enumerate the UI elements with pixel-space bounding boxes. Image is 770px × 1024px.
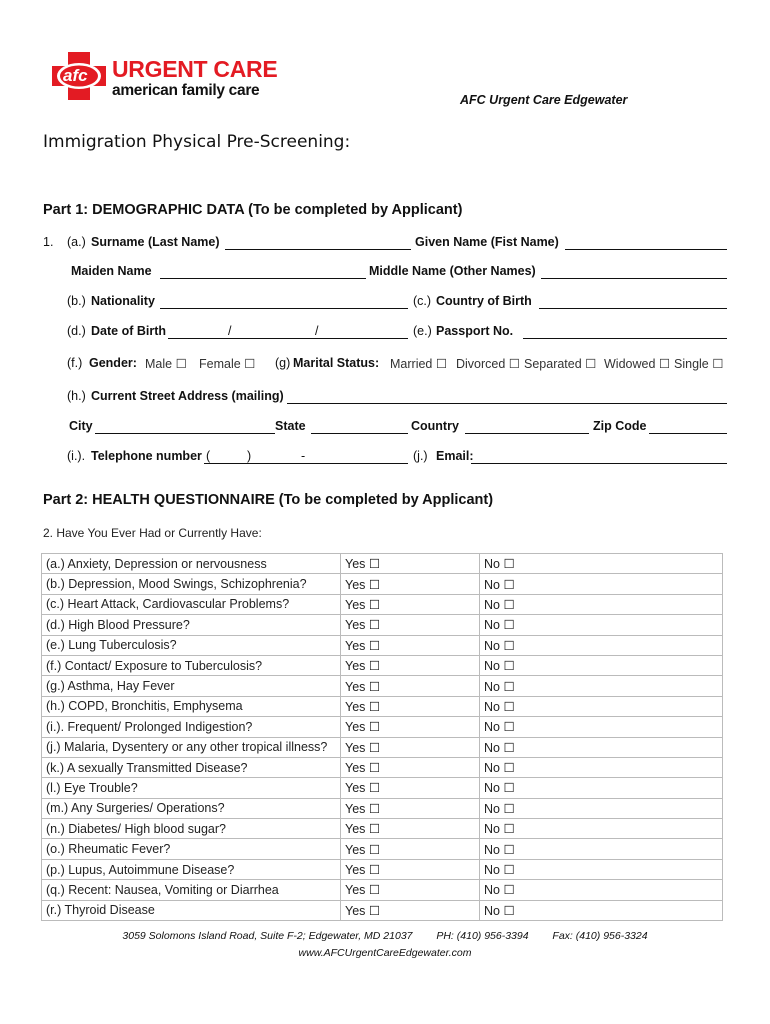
gender-male-checkbox[interactable]: Male ☐	[145, 357, 187, 371]
question-text: (m.) Any Surgeries/ Operations?	[42, 798, 341, 818]
footer-phone: PH: (410) 956-3394	[436, 930, 529, 942]
logo-sub: american family care	[112, 82, 260, 99]
afc-logo	[50, 50, 290, 100]
question-text: (k.) A sexually Transmitted Disease?	[42, 757, 341, 777]
question-text: (c.) Heart Attack, Cardiovascular Problems?	[42, 594, 341, 614]
question-text: (r.) Thyroid Disease	[42, 900, 341, 920]
given-name-label: Given Name (Fist Name)	[415, 235, 559, 249]
yes-checkbox[interactable]: Yes ☐	[341, 655, 480, 675]
phone-row	[43, 449, 733, 469]
yes-checkbox[interactable]: Yes ☐	[341, 839, 480, 859]
city-field[interactable]	[95, 433, 275, 434]
phone-prefix: (i.).	[67, 449, 86, 463]
no-checkbox[interactable]: No ☐	[480, 839, 723, 859]
nationality-prefix: (b.)	[67, 294, 86, 308]
yes-checkbox[interactable]: Yes ☐	[341, 554, 480, 574]
question-row	[42, 574, 723, 594]
no-checkbox[interactable]: No ☐	[480, 798, 723, 818]
zip-field[interactable]	[649, 433, 727, 434]
question-row	[42, 839, 723, 859]
question-row	[42, 859, 723, 879]
question-text: (p.) Lupus, Autoimmune Disease?	[42, 859, 341, 879]
marital-label: Marital Status:	[293, 356, 380, 370]
dob-prefix: (d.)	[67, 324, 86, 338]
question-text: (g.) Asthma, Hay Fever	[42, 676, 341, 696]
question-row	[42, 880, 723, 900]
question-text: (h.) COPD, Bronchitis, Emphysema	[42, 696, 341, 716]
question-text: (l.) Eye Trouble?	[42, 778, 341, 798]
marital-widowed-checkbox[interactable]: Widowed ☐	[604, 357, 671, 371]
question-text: (e.) Lung Tuberculosis?	[42, 635, 341, 655]
country-label: Country	[411, 419, 459, 433]
marital-married-checkbox[interactable]: Married ☐	[390, 357, 448, 371]
question-row	[42, 717, 723, 737]
yes-checkbox[interactable]: Yes ☐	[341, 798, 480, 818]
state-label: State	[275, 419, 306, 433]
maiden-name-label: Maiden Name	[71, 264, 152, 278]
country-birth-label: Country of Birth	[436, 294, 532, 308]
yes-checkbox[interactable]: Yes ☐	[341, 574, 480, 594]
zip-label: Zip Code	[593, 419, 647, 433]
no-checkbox[interactable]: No ☐	[480, 615, 723, 635]
nationality-label: Nationality	[91, 294, 155, 308]
health-questionnaire-table	[41, 553, 723, 921]
no-checkbox[interactable]: No ☐	[480, 778, 723, 798]
question-row	[42, 778, 723, 798]
marital-prefix: (g)	[275, 356, 291, 370]
question-text: (d.) High Blood Pressure?	[42, 615, 341, 635]
maiden-row	[43, 264, 733, 284]
no-checkbox[interactable]: No ☐	[480, 737, 723, 757]
phone-close-paren: )	[247, 449, 252, 463]
footer-fax: Fax: (410) 956-3324	[552, 930, 648, 942]
no-checkbox[interactable]: No ☐	[480, 655, 723, 675]
question-row	[42, 594, 723, 614]
question-row	[42, 737, 723, 757]
question-text: (j.) Malaria, Dysentery or any other tropical illness?	[42, 737, 341, 757]
passport-prefix: (e.)	[413, 324, 432, 338]
dob-row	[43, 324, 733, 344]
no-checkbox[interactable]: No ☐	[480, 819, 723, 839]
yes-checkbox[interactable]: Yes ☐	[341, 880, 480, 900]
marital-separated-checkbox[interactable]: Separated ☐	[524, 357, 597, 371]
question-text: (a.) Anxiety, Depression or nervousness	[42, 554, 341, 574]
email-field[interactable]	[471, 463, 727, 464]
item-number: 1.	[43, 235, 54, 249]
part2-heading: Part 2: HEALTH QUESTIONNAIRE (To be completed by Applicant)	[43, 492, 494, 508]
question-row	[42, 900, 723, 920]
no-checkbox[interactable]: No ☐	[480, 696, 723, 716]
dob-label: Date of Birth	[91, 324, 166, 338]
question-row	[42, 635, 723, 655]
no-checkbox[interactable]: No ☐	[480, 717, 723, 737]
phone-field[interactable]	[204, 463, 408, 464]
question-row	[42, 696, 723, 716]
no-checkbox[interactable]: No ☐	[480, 635, 723, 655]
nationality-field[interactable]	[160, 308, 408, 309]
email-prefix: (j.)	[413, 449, 428, 463]
address-prefix: (h.)	[67, 389, 86, 403]
question-row	[42, 615, 723, 635]
no-checkbox[interactable]: No ☐	[480, 880, 723, 900]
question-row	[42, 798, 723, 818]
clinic-name: AFC Urgent Care Edgewater	[460, 93, 628, 107]
yes-checkbox[interactable]: Yes ☐	[341, 615, 480, 635]
no-checkbox[interactable]: No ☐	[480, 859, 723, 879]
gender-marital-row	[43, 356, 733, 376]
footer-website[interactable]: www.AFCUrgentCareEdgewater.com	[298, 947, 472, 959]
phone-open-paren: (	[206, 449, 211, 463]
country-birth-field[interactable]	[539, 308, 727, 309]
question-row	[42, 655, 723, 675]
yes-checkbox[interactable]: Yes ☐	[341, 717, 480, 737]
yes-checkbox[interactable]: Yes ☐	[341, 819, 480, 839]
question-text: (b.) Depression, Mood Swings, Schizophrenia?	[42, 574, 341, 594]
marital-divorced-checkbox[interactable]: Divorced ☐	[456, 357, 521, 371]
footer-contact	[0, 930, 770, 942]
yes-checkbox[interactable]: Yes ☐	[341, 859, 480, 879]
surname-label: Surname (Last Name)	[91, 235, 220, 249]
passport-field[interactable]	[523, 338, 727, 339]
question-row	[42, 819, 723, 839]
dob-field[interactable]	[168, 338, 408, 339]
no-checkbox[interactable]: No ☐	[480, 900, 723, 920]
dob-separator: /	[228, 324, 232, 338]
question-text: (o.) Rheumatic Fever?	[42, 839, 341, 859]
gender-prefix: (f.)	[67, 356, 83, 370]
city-label: City	[69, 419, 93, 433]
yes-checkbox[interactable]: Yes ☐	[341, 737, 480, 757]
yes-checkbox[interactable]: Yes ☐	[341, 635, 480, 655]
surname-row	[43, 235, 733, 255]
logo-mark: afc	[63, 66, 88, 85]
yes-checkbox[interactable]: Yes ☐	[341, 757, 480, 777]
no-checkbox[interactable]: No ☐	[480, 594, 723, 614]
question-text: (f.) Contact/ Exposure to Tuberculosis?	[42, 655, 341, 675]
maiden-name-field[interactable]	[160, 278, 366, 279]
surname-prefix: (a.)	[67, 235, 86, 249]
state-field[interactable]	[311, 433, 408, 434]
country-field[interactable]	[465, 433, 589, 434]
yes-checkbox[interactable]: Yes ☐	[341, 676, 480, 696]
question-row	[42, 676, 723, 696]
passport-label: Passport No.	[436, 324, 514, 338]
email-label: Email:	[436, 449, 474, 463]
dob-separator: /	[315, 324, 319, 338]
part1-heading: Part 1: DEMOGRAPHIC DATA (To be completed by Applicant)	[43, 202, 463, 218]
gender-label: Gender:	[89, 356, 137, 370]
yes-checkbox[interactable]: Yes ☐	[341, 900, 480, 920]
address-field[interactable]	[287, 403, 727, 404]
yes-checkbox[interactable]: Yes ☐	[341, 594, 480, 614]
no-checkbox[interactable]: No ☐	[480, 757, 723, 777]
question-text: (n.) Diabetes/ High blood sugar?	[42, 819, 341, 839]
city-row	[43, 419, 733, 439]
marital-single-checkbox[interactable]: Single ☐	[674, 357, 724, 371]
phone-label: Telephone number	[91, 449, 202, 463]
address-row	[43, 389, 733, 409]
yes-checkbox[interactable]: Yes ☐	[341, 696, 480, 716]
middle-name-label: Middle Name (Other Names)	[369, 264, 536, 278]
logo-brand: URGENT CARE	[112, 56, 278, 82]
no-checkbox[interactable]: No ☐	[480, 676, 723, 696]
address-label: Current Street Address (mailing)	[91, 389, 284, 403]
yes-checkbox[interactable]: Yes ☐	[341, 778, 480, 798]
surname-field[interactable]	[225, 249, 411, 250]
questionnaire-intro: 2. Have You Ever Had or Currently Have:	[43, 526, 262, 540]
question-text: (q.) Recent: Nausea, Vomiting or Diarrhea	[42, 880, 341, 900]
given-name-field[interactable]	[565, 249, 727, 250]
question-row	[42, 554, 723, 574]
country-birth-prefix: (c.)	[413, 294, 432, 308]
question-row	[42, 757, 723, 777]
question-text: (i.). Frequent/ Prolonged Indigestion?	[42, 717, 341, 737]
nationality-row	[43, 294, 733, 314]
gender-female-checkbox[interactable]: Female ☐	[199, 357, 256, 371]
footer-address: 3059 Solomons Island Road, Suite F-2; Edgewater, MD 21037	[122, 930, 413, 942]
no-checkbox[interactable]: No ☐	[480, 554, 723, 574]
page-title: Immigration Physical Pre-Screening:	[43, 132, 351, 152]
middle-name-field[interactable]	[541, 278, 727, 279]
phone-dash: -	[301, 449, 306, 463]
no-checkbox[interactable]: No ☐	[480, 574, 723, 594]
